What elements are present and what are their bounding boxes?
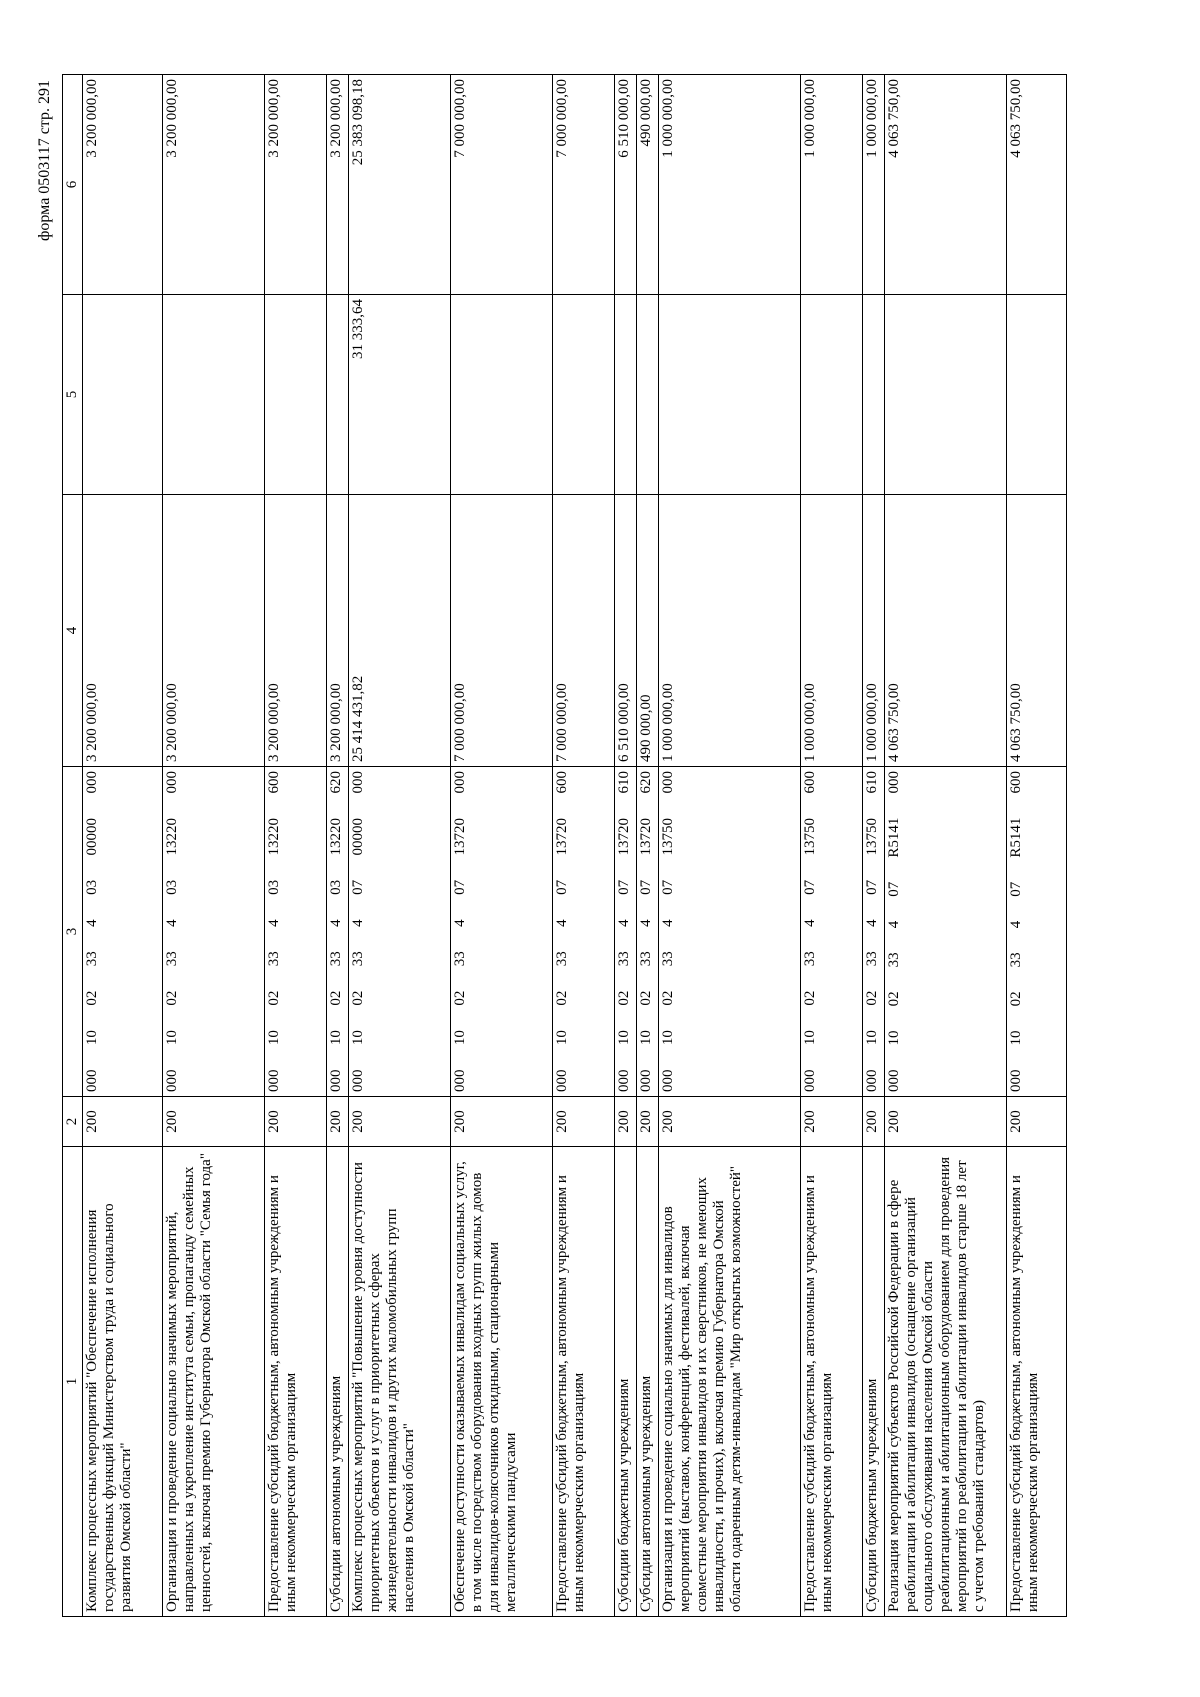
executed-amount: 1 000 000,00 [801, 75, 863, 295]
executed-bank-amount [637, 295, 659, 495]
line-code: 200 [801, 1097, 863, 1147]
code-segment: 4 [660, 919, 676, 927]
table-row [349, 75, 451, 1617]
code-segment: 13750 [660, 817, 676, 856]
code-segment: 000 [802, 1069, 818, 1092]
table-row [637, 75, 659, 1617]
code-segment: 000 [638, 1069, 654, 1092]
budget-report-table [62, 74, 1067, 1617]
code-segment: 000 [84, 1069, 100, 1092]
code-segment: 4 [638, 919, 654, 927]
code-segment: R5141 [886, 817, 902, 858]
code-segment: 4 [554, 919, 570, 927]
executed-amount: 7 000 000,00 [451, 75, 553, 295]
code-segment: 4 [84, 919, 100, 927]
code-segment: 10 [452, 1030, 468, 1046]
row-name: Предоставление субсидий бюджетным, автономным учреждениям и иным некоммерческим организациям [1007, 1147, 1067, 1617]
code-segment: 600 [802, 771, 818, 794]
code-segment: 000 [864, 1069, 880, 1092]
budget-classification-code [1007, 767, 1067, 1097]
executed-amount: 4 063 750,00 [885, 75, 1007, 295]
code-segment: 02 [638, 990, 654, 1006]
code-segment: 10 [350, 1030, 366, 1046]
code-segment: 620 [328, 771, 344, 794]
column-header: 3 [63, 767, 83, 1097]
code-segment: 10 [802, 1030, 818, 1046]
line-code: 200 [553, 1097, 615, 1147]
executed-amount: 3 200 000,00 [327, 75, 349, 295]
table-row [659, 75, 801, 1617]
code-segment: 33 [350, 951, 366, 967]
code-segment: 000 [328, 1069, 344, 1092]
approved-amount: 1 000 000,00 [801, 495, 863, 767]
executed-amount: 25 383 098,18 [349, 75, 451, 295]
budget-classification-code [265, 767, 327, 1097]
code-segment: 10 [266, 1030, 282, 1046]
budget-classification-code [885, 767, 1007, 1097]
code-segment: 000 [164, 1069, 180, 1092]
table-row [83, 75, 163, 1617]
code-segment: 10 [660, 1030, 676, 1046]
row-name: Субсидии автономным учреждениям [637, 1147, 659, 1617]
column-header: 5 [63, 295, 83, 495]
executed-amount: 490 000,00 [637, 75, 659, 295]
executed-bank-amount: 31 333,64 [349, 295, 451, 495]
budget-classification-code [163, 767, 265, 1097]
row-name: Организация и проведение социально значимых для инвалидов мероприятий (выставок, конференций, фестивалей, включая совместные мероприятия инвалидов и их сверстников, не имеющих инвалидности, и прочих), включая премию Губернатора Омской области одаренным детям-инвалидам "Мир открытых возможностей" [659, 1147, 801, 1617]
executed-amount: 3 200 000,00 [83, 75, 163, 295]
budget-classification-code [637, 767, 659, 1097]
code-segment: 02 [660, 990, 676, 1006]
code-segment: 10 [84, 1030, 100, 1046]
table-row [801, 75, 863, 1617]
code-segment: 02 [616, 990, 632, 1006]
executed-bank-amount [801, 295, 863, 495]
executed-bank-amount [327, 295, 349, 495]
executed-amount: 1 000 000,00 [863, 75, 885, 295]
approved-amount: 490 000,00 [637, 495, 659, 767]
code-segment: 33 [1008, 952, 1024, 968]
code-segment: 10 [616, 1030, 632, 1046]
executed-bank-amount [83, 295, 163, 495]
line-code: 200 [349, 1097, 451, 1147]
code-segment: 07 [886, 881, 902, 897]
table-row [327, 75, 349, 1617]
code-segment: 13720 [638, 817, 654, 856]
code-segment: 13720 [554, 817, 570, 856]
line-code: 200 [637, 1097, 659, 1147]
code-segment: 02 [452, 990, 468, 1006]
approved-amount: 1 000 000,00 [659, 495, 801, 767]
code-segment: 10 [864, 1030, 880, 1046]
executed-bank-amount [451, 295, 553, 495]
line-code: 200 [83, 1097, 163, 1147]
code-segment: 4 [350, 919, 366, 927]
code-segment: 02 [164, 990, 180, 1006]
code-segment: 13220 [328, 817, 344, 856]
row-name: Субсидии бюджетным учреждениям [615, 1147, 637, 1617]
code-segment: 02 [554, 990, 570, 1006]
code-segment: 00000 [84, 817, 100, 856]
code-segment: 07 [452, 879, 468, 895]
executed-bank-amount [553, 295, 615, 495]
executed-amount: 1 000 000,00 [659, 75, 801, 295]
code-segment: 610 [616, 771, 632, 794]
code-segment: 13720 [452, 817, 468, 856]
code-segment: 4 [1008, 920, 1024, 929]
row-name: Предоставление субсидий бюджетным, автономным учреждениям и иным некоммерческим организациям [801, 1147, 863, 1617]
approved-amount: 4 063 750,00 [885, 495, 1007, 767]
code-segment: 02 [84, 990, 100, 1006]
executed-amount: 7 000 000,00 [553, 75, 615, 295]
executed-amount: 4 063 750,00 [1007, 75, 1067, 295]
row-name: Реализация мероприятий субъектов Российской Федерации в сфере реабилитации и абилитации инвалидов (оснащение организаций социального обслуживания населения Омской области реабилитационным и абилитационным оборудованием для проведения мероприятий по реабилитации и абилитации инвалидов старше 18 лет с учетом требований стандартов) [885, 1147, 1007, 1617]
code-segment: 10 [886, 1030, 902, 1046]
code-segment: 000 [886, 771, 902, 794]
approved-amount: 1 000 000,00 [863, 495, 885, 767]
code-segment: 03 [266, 879, 282, 895]
code-segment: 610 [864, 771, 880, 794]
line-code: 200 [885, 1097, 1007, 1147]
code-segment: 07 [554, 879, 570, 895]
code-segment: 000 [886, 1069, 902, 1092]
code-segment: 07 [660, 879, 676, 895]
budget-classification-code [615, 767, 637, 1097]
code-segment: 33 [164, 951, 180, 967]
code-segment: 02 [886, 991, 902, 1007]
table-row [863, 75, 885, 1617]
code-segment: 02 [350, 990, 366, 1006]
code-segment: 000 [660, 771, 676, 794]
row-name: Комплекс процессных мероприятий "Повышение уровня доступности приоритетных объектов и услуг в приоритетных сферах жизнедеятельности инвалидов и других маломобильных групп населения в Омской области" [349, 1147, 451, 1617]
form-label: форма 0503117 стр. 291 [36, 80, 53, 241]
table-row [553, 75, 615, 1617]
budget-classification-code [801, 767, 863, 1097]
code-segment: 4 [164, 919, 180, 927]
executed-bank-amount [265, 295, 327, 495]
line-code: 200 [615, 1097, 637, 1147]
code-segment: 33 [452, 951, 468, 967]
budget-classification-code [327, 767, 349, 1097]
row-name: Субсидии бюджетным учреждениям [863, 1147, 885, 1617]
code-segment: 000 [452, 1069, 468, 1092]
line-code: 200 [163, 1097, 265, 1147]
approved-amount: 3 200 000,00 [327, 495, 349, 767]
approved-amount: 3 200 000,00 [163, 495, 265, 767]
code-segment: 02 [1008, 991, 1024, 1007]
budget-classification-code [349, 767, 451, 1097]
code-segment: 000 [616, 1069, 632, 1092]
code-segment: 13220 [266, 817, 282, 856]
code-segment: 07 [638, 879, 654, 895]
code-segment: 07 [802, 879, 818, 895]
code-segment: 33 [864, 951, 880, 967]
code-segment: 02 [328, 990, 344, 1006]
executed-bank-amount [885, 295, 1007, 495]
code-segment: 33 [84, 951, 100, 967]
line-code: 200 [451, 1097, 553, 1147]
column-header: 4 [63, 495, 83, 767]
line-code: 200 [327, 1097, 349, 1147]
code-segment: 000 [266, 1069, 282, 1092]
code-segment: 4 [802, 919, 818, 927]
row-name: Предоставление субсидий бюджетным, автономным учреждениям и иным некоммерческим организациям [265, 1147, 327, 1617]
code-segment: 4 [616, 919, 632, 927]
approved-amount: 7 000 000,00 [451, 495, 553, 767]
code-segment: 10 [328, 1030, 344, 1046]
table-row [163, 75, 265, 1617]
line-code: 200 [863, 1097, 885, 1147]
row-name: Организация и проведение социально значимых мероприятий, направленных на укрепление института семьи, пропаганду семейных ценностей, включая премию Губернатора Омской области "Семья года" [163, 1147, 265, 1617]
table-row [265, 75, 327, 1617]
code-segment: 10 [164, 1030, 180, 1046]
code-segment: 000 [554, 1069, 570, 1092]
code-segment: 33 [616, 951, 632, 967]
code-segment: 10 [554, 1030, 570, 1046]
column-numbers-row [63, 75, 83, 1617]
code-segment: 07 [1008, 881, 1024, 897]
code-segment: 4 [328, 919, 344, 927]
column-header: 6 [63, 75, 83, 295]
approved-amount: 3 200 000,00 [83, 495, 163, 767]
code-segment: 600 [1008, 771, 1024, 794]
code-segment: 02 [864, 990, 880, 1006]
row-name: Субсидии автономным учреждениям [327, 1147, 349, 1617]
line-code: 200 [1007, 1097, 1067, 1147]
executed-bank-amount [615, 295, 637, 495]
code-segment: R5141 [1008, 817, 1024, 858]
executed-bank-amount [163, 295, 265, 495]
table-row [451, 75, 553, 1617]
table-row [615, 75, 637, 1617]
executed-bank-amount [863, 295, 885, 495]
code-segment: 4 [266, 919, 282, 927]
executed-bank-amount [1007, 295, 1067, 495]
approved-amount: 25 414 431,82 [349, 495, 451, 767]
table-body [83, 75, 1067, 1617]
column-header: 1 [63, 1147, 83, 1617]
budget-classification-code [659, 767, 801, 1097]
table-row [885, 75, 1007, 1617]
code-segment: 33 [266, 951, 282, 967]
code-segment: 000 [660, 1069, 676, 1092]
budget-classification-code [451, 767, 553, 1097]
code-segment: 000 [164, 771, 180, 794]
table-row [1007, 75, 1067, 1617]
approved-amount: 7 000 000,00 [553, 495, 615, 767]
code-segment: 02 [802, 990, 818, 1006]
line-code: 200 [659, 1097, 801, 1147]
executed-bank-amount [659, 295, 801, 495]
code-segment: 000 [1008, 1069, 1024, 1092]
code-segment: 07 [616, 879, 632, 895]
code-segment: 000 [350, 771, 366, 794]
code-segment: 33 [886, 952, 902, 968]
code-segment: 33 [638, 951, 654, 967]
code-segment: 10 [638, 1030, 654, 1046]
code-segment: 00000 [350, 817, 366, 856]
row-name: Предоставление субсидий бюджетным, автономным учреждениям и иным некоммерческим организациям [553, 1147, 615, 1617]
approved-amount: 3 200 000,00 [265, 495, 327, 767]
code-segment: 07 [350, 879, 366, 895]
code-segment: 620 [638, 771, 654, 794]
code-segment: 600 [266, 771, 282, 794]
code-segment: 13220 [164, 817, 180, 856]
code-segment: 4 [864, 919, 880, 927]
column-header: 2 [63, 1097, 83, 1147]
code-segment: 33 [660, 951, 676, 967]
code-segment: 4 [452, 919, 468, 927]
code-segment: 13750 [802, 817, 818, 856]
row-name: Обеспечение доступности оказываемых инвалидам социальных услуг, в том числе посредством оборудования входных групп жилых домов для инвалидов-колясочников откидными, стационарными металлическими пандусами [451, 1147, 553, 1617]
code-segment: 000 [84, 771, 100, 794]
code-segment: 02 [266, 990, 282, 1006]
code-segment: 03 [164, 879, 180, 895]
code-segment: 4 [886, 920, 902, 929]
line-code: 200 [265, 1097, 327, 1147]
code-segment: 33 [328, 951, 344, 967]
approved-amount: 4 063 750,00 [1007, 495, 1067, 767]
code-segment: 600 [554, 771, 570, 794]
budget-classification-code [863, 767, 885, 1097]
code-segment: 03 [328, 879, 344, 895]
code-segment: 33 [554, 951, 570, 967]
code-segment: 03 [84, 879, 100, 895]
code-segment: 33 [802, 951, 818, 967]
code-segment: 07 [864, 879, 880, 895]
code-segment: 000 [452, 771, 468, 794]
code-segment: 13750 [864, 817, 880, 856]
executed-amount: 6 510 000,00 [615, 75, 637, 295]
code-segment: 10 [1008, 1030, 1024, 1046]
executed-amount: 3 200 000,00 [265, 75, 327, 295]
code-segment: 13720 [616, 817, 632, 856]
code-segment: 000 [350, 1069, 366, 1092]
row-name: Комплекс процессных мероприятий "Обеспечение исполнения государственных функций Министерством труда и социального развития Омской области" [83, 1147, 163, 1617]
approved-amount: 6 510 000,00 [615, 495, 637, 767]
budget-classification-code [553, 767, 615, 1097]
budget-classification-code [83, 767, 163, 1097]
executed-amount: 3 200 000,00 [163, 75, 265, 295]
